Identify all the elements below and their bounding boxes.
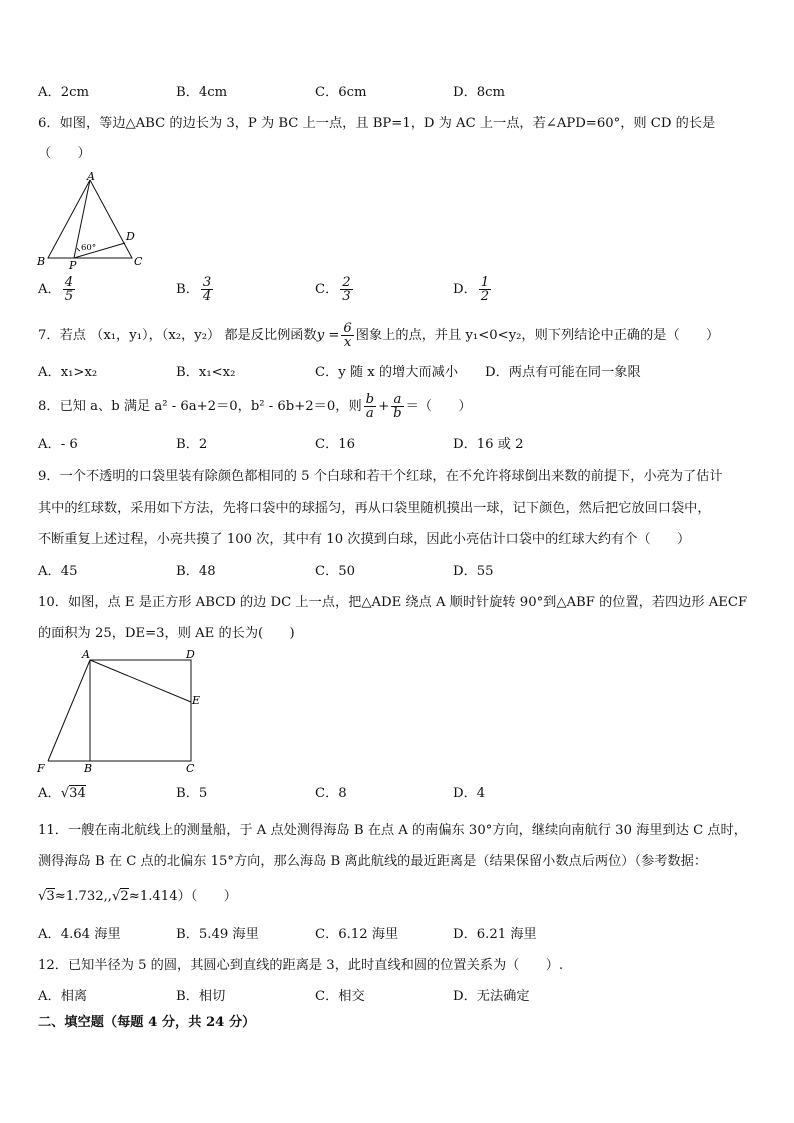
q10-square-figure — [34, 644, 214, 776]
q5-option-c: C．6cm — [315, 85, 367, 100]
q11-option-b: B．5.49 海里 — [176, 927, 259, 942]
q6-option-b: B． $\frac{3}{4}$ — [176, 275, 212, 304]
q11-reference-data: √3≈1.732,,√2≈1.414）（ ） — [38, 889, 237, 904]
q9-line-3: 不断重复上述过程，小亮共摸了 100 次，其中有 10 次摸到白球，因此小亮估计口袋中的红球大约有个（ ） — [38, 532, 691, 547]
q10-option-c: C．8 — [315, 786, 347, 801]
q10-option-d: D．4 — [453, 786, 486, 801]
q10-line-2: 的面积为 25，DE=3，则 AE 的长为( ) — [38, 626, 295, 641]
q6-option-d: D． $\frac{1}{2}$ — [453, 275, 490, 304]
q11-line-2: 测得海岛 B 在 C 点的北偏东 15°方向，那么海岛 B 离此航线的最近距离是（结果保留小数点后两位）（参考数据： — [38, 854, 708, 869]
q12-option-a: A．相离 — [38, 989, 88, 1004]
q6-label-d: D — [126, 230, 135, 243]
q7-option-c: C．y 随 x 的增大而减小 — [315, 365, 459, 380]
q6-label-c: C — [134, 255, 143, 268]
q9-option-b: B．48 — [176, 564, 216, 579]
q8-option-d: D．16 或 2 — [453, 437, 524, 452]
q12-stem: 12．已知半径为 5 的圆，其圆心到直线的距离是 3，此时直线和圆的位置关系为（ ）. — [38, 958, 564, 973]
q7-option-b: B．x₁<x₂ — [176, 365, 236, 380]
q9-option-a: A．45 — [38, 564, 78, 579]
q8-option-b: B．2 — [176, 437, 208, 452]
q6-triangle-figure — [34, 170, 154, 270]
q7-option-d: D．两点有可能在同一象限 — [485, 365, 641, 380]
q9-option-d: D．55 — [453, 564, 494, 579]
q10-option-b: B．5 — [176, 786, 208, 801]
sqrt-icon: √ — [38, 889, 47, 904]
q12-option-b: B．相切 — [176, 989, 226, 1004]
q6-option-c: C． $\frac{2}{3}$ — [315, 275, 351, 304]
section-2-heading: 二、填空题（每题 4 分，共 24 分） — [38, 1015, 256, 1030]
q6-stem: 6．如图，等边△ABC 的边长为 3，P 为 BC 上一点，且 BP=1，D 为 AC 上一点，若∠APD=60°，则 CD 的长是 — [38, 116, 716, 131]
q10-label-c: C — [186, 762, 195, 775]
q6-answer-paren: （ ） — [38, 146, 91, 161]
q11-option-c: C．6.12 海里 — [315, 927, 399, 942]
q8-option-c: C．16 — [315, 437, 356, 452]
q7-stem: 7．若点 （x₁，y₁），（x₂，y₂） 都是反比例函数y = $\frac{6}{x}$ 图象上的点，并且 y₁<0<y₂，则下列结论中正确的是（ ） — [38, 321, 720, 350]
q6-label-a: A — [87, 170, 95, 183]
q10-label-e: E — [192, 694, 201, 707]
q11-line-1: 11．一艘在南北航线上的测量船，于 A 点处测得海岛 B 在点 A 的南偏东 30°方向，继续向南航行 30 海里到达 C 点时， — [38, 823, 747, 838]
q9-line-2: 其中的红球数，采用如下方法，先将口袋中的球摇匀，再从口袋里随机摸出一球，记下颜色，然后把它放回口袋中， — [38, 501, 711, 516]
q6-label-b: B — [37, 255, 46, 268]
q10-label-b: B — [84, 762, 93, 775]
q10-label-d: D — [186, 648, 195, 661]
q10-label-a: A — [82, 648, 90, 661]
q5-option-b: B．4cm — [176, 85, 228, 100]
q5-option-a: A．2cm — [38, 85, 89, 100]
q9-option-c: C．50 — [315, 564, 356, 579]
q11-option-a: A．4.64 海里 — [38, 927, 121, 942]
q10-option-a: A．√34 — [38, 786, 86, 801]
q5-option-d: D．8cm — [453, 85, 506, 100]
q9-line-1: 9．一个不透明的口袋里装有除颜色都相同的 5 个白球和若干个红球，在不允许将球倒出来数的前提下，小亮为了估计 — [38, 469, 723, 484]
q8-option-a: A．- 6 — [38, 437, 78, 452]
q10-line-1: 10．如图，点 E 是正方形 ABCD 的边 DC 上一点，把△ADE 绕点 A 顺时针旋转 90°到△ABF 的位置，若四边形 AECF — [38, 595, 748, 610]
q8-stem: 8．已知 a、b 满足 a² - 6a+2＝0，b² - 6b+2＝0，则 $\frac{b}{a}$ + $\frac{a}{b}$ ＝（ ） — [38, 392, 472, 421]
q12-option-c: C．相交 — [315, 989, 365, 1004]
q6-label-p: P — [69, 259, 77, 270]
q10-label-f: F — [37, 762, 45, 775]
q12-option-d: D．无法确定 — [453, 989, 530, 1004]
q6-angle-label: 60° — [81, 243, 97, 253]
q11-option-d: D．6.21 海里 — [453, 927, 537, 942]
sqrt-icon: √ — [111, 889, 121, 904]
q6-option-a: A． $\frac{4}{5}$ — [38, 275, 74, 304]
q7-option-a: A．x₁>x₂ — [38, 365, 98, 380]
sqrt-icon: √ — [60, 786, 70, 801]
